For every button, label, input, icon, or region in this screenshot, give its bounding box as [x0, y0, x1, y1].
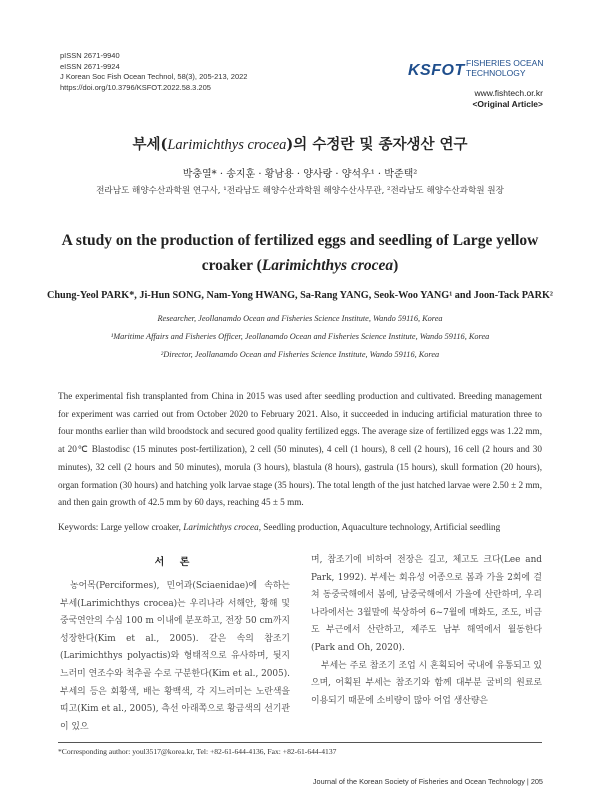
- korean-authors: 박충열* · 송지훈 · 황남용 · 양사랑 · 양석우¹ · 박준택²: [182, 169, 418, 180]
- article-type: <Original Article>: [472, 99, 543, 109]
- english-affiliations: [0, 310, 600, 364]
- english-authors: Chung-Yeol PARK*, Ji-Hun SONG, Nam-Yong HWANG, Sa-Rang YANG, Seok-Woo YANG¹ and Joon-Tack PARK²: [47, 290, 553, 301]
- logo-main-text: KSFOT: [408, 62, 465, 79]
- page-footer: Journal of the Korean Society of Fisheries and Ocean Technology | 205: [312, 777, 543, 786]
- doi-link[interactable]: https://doi.org/10.3796/KSFOT.2022.58.3.205: [60, 82, 211, 92]
- logo-subtitle: [466, 58, 543, 78]
- citation: J Korean Soc Fish Ocean Technol, 58(3), 205-213, 2022: [60, 72, 248, 81]
- keywords-species: Larimichthys crocea: [183, 522, 259, 532]
- korean-title-post: )의 수정란 및 종자생산 연구: [286, 136, 468, 153]
- corresponding-author-footnote: *Corresponding author: youl3517@korea.kr, Tel: +82-61-644-4136, Fax: +82-61-644-4137: [58, 747, 337, 756]
- korean-title: [0, 133, 600, 154]
- english-title-species: Larimichthys crocea: [261, 257, 394, 274]
- footnote-divider: [58, 742, 542, 743]
- korean-title-pre: 부세(: [132, 136, 168, 153]
- korean-affiliations: 전라남도 해양수산과학원 연구사, ¹전라남도 해양수산과학원 해양수산사무관, ²전라남도 해양수산과학원 원장: [96, 186, 504, 196]
- logo-line-1: FISHERIES OCEAN: [466, 58, 544, 68]
- journal-info: [60, 51, 247, 93]
- pissn: pISSN 2671-9940: [60, 51, 120, 60]
- abstract: The experimental fish transplanted from China in 2015 was used after seedling production and cultivated. Breeding management for experiment was carried out from October 2020 to February 2021. Also, it succeeded in inducing artificial maturation three to four months earlier than wild broodstock and secured good quality fertilized eggs. The average size of fertilized eggs was 1.22 mm, at 20℃ Blastodisc (15 minutes post-fertilization), 2 cell (50 minutes), 4 cell (1 hours), 8 cell (2 hours), 16 cell (2 hours and 30 minutes), 32 cell (2 hours and 50 minutes), morula (3 hours), blastula (8 hours), gastrula (15 hours), skull formation (20 hours), organ formation (30 hours) and hatching yolk larvae stage (35 hours). The total length of the just hatched larvae were 2.50 ± 2 mm, and then gain growth of 42.5 mm by 60 days, reaching 45 ± 5 mm.: [58, 391, 542, 508]
- korean-title-species: Larimichthys crocea: [167, 137, 287, 153]
- website-link[interactable]: www.fishtech.or.kr: [474, 88, 543, 98]
- journal-logo: [404, 56, 544, 84]
- intro-left-column: [60, 578, 290, 736]
- english-title-post: ): [393, 257, 399, 274]
- affiliation-2: ¹Maritime Affairs and Fisheries Officer, Jeollanamdo Ocean and Fisheries Science Institute, Wando 59116, Korea: [110, 332, 490, 341]
- english-title: [40, 228, 560, 278]
- keywords-pre: Large yellow croaker,: [98, 522, 184, 532]
- keywords: [58, 522, 558, 532]
- intro-right-column: [311, 552, 542, 710]
- affiliation-1: Researcher, Jeollanamdo Ocean and Fisheries Science Institute, Wando 59116, Korea: [157, 314, 443, 323]
- eissn: eISSN 2671-9924: [60, 61, 120, 71]
- intro-right-paragraph-1: 며, 참조기에 비하여 전장은 길고, 체고도 크다(Lee and Park, 1992). 부세는 회유성 어종으로 봄과 가을 2회에 걸쳐 동중국해에서 봄에, 남중국해에서 가을에 산란하며, 우리나라에서는 3월말에 북상하여 6~7월에 매화도, 조도, 비금도 부근에서 산란하고, 제주도 남부 해역에서 월동한다(Park and Oh, 2020).: [311, 555, 542, 653]
- section-heading: 서 론: [154, 557, 196, 568]
- journal-web: [472, 88, 543, 110]
- affiliation-3: ²Director, Jeollanamdo Ocean and Fisheries Science Institute, Wando 59116, Korea: [160, 350, 440, 359]
- keywords-label: Keywords:: [58, 522, 99, 532]
- english-title-main: A study on the production of fertilized eggs and seedling of Large yellow croaker (: [61, 232, 539, 274]
- keywords-post: , Seedling production, Aquaculture technology, Artificial seedling: [258, 522, 501, 532]
- intro-left-paragraph: 농어목(Perciformes), 민어과(Sciaenidae)에 속하는 부세(Larimichthys crocea)는 우리나라 서해안, 황해 및 중국연안의 수심 100 m 이내에 분포하고, 전장 50 cm까지 성장한다(Kim et al., 2005). 같은 속의 참조기(Larimichthys polyactis)와 형태적으로 유사하며, 뒷지느러미 연조수와 척추골 수로 구분한다(Kim et al., 2005). 부세의 등은 회황색, 배는 황백색, 각 지느러미는 노란색을 띠고(Kim et al., 2005), 측선 아래쪽으로 황금색의 선기관이 있으: [60, 581, 290, 732]
- intro-right-paragraph-2: 부세는 주로 참조기 조업 시 혼획되어 국내에 유통되고 있으며, 어획된 부세는 참조기와 함께 대부분 굴비의 원료로 이용되기 때문에 소비량이 많아 어업 생산량은: [311, 660, 542, 706]
- logo-line-2: TECHNOLOGY: [466, 68, 526, 78]
